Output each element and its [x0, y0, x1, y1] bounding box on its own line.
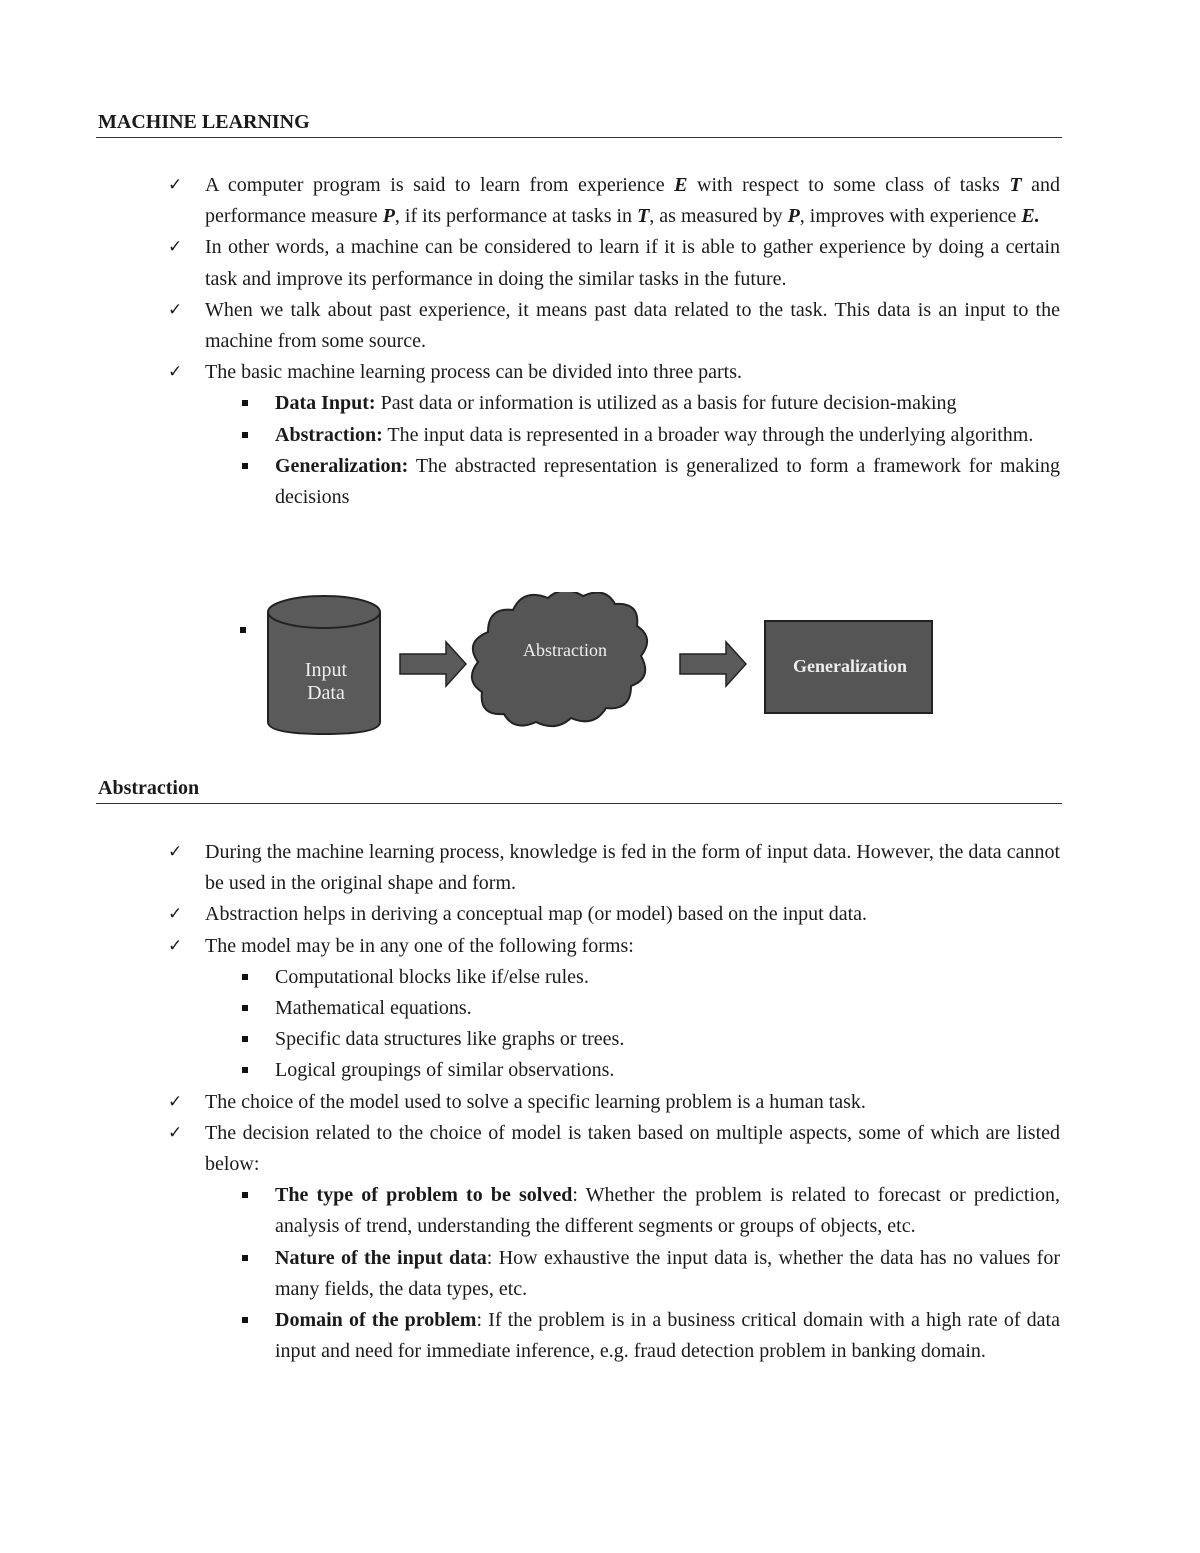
sub-bullet-item	[168, 1055, 1060, 1086]
checkmark-icon: ✓	[168, 935, 183, 956]
text-segment: Past data or information is utilized as a basis for future decision-making	[375, 392, 957, 415]
checkmark-icon: ✓	[168, 904, 183, 925]
checkmark-icon: ✓	[168, 1091, 183, 1112]
text-segment: In other words, a machine can be considered to learn if it is able to gather experience by doing a certain task and improve its performance in doing the similar tasks in the future.	[205, 236, 1060, 290]
square-bullet-icon	[242, 400, 248, 406]
text-segment: , if its performance at tasks in	[394, 205, 638, 228]
text-segment: : Whether the problem is related to forecast or prediction, analysis of trend, understanding the different segments or groups of objects, etc.	[275, 1184, 1061, 1238]
bullet-item	[168, 295, 1060, 357]
bullet-item	[168, 170, 1060, 232]
abstraction-label: Abstraction	[523, 640, 607, 660]
square-bullet-icon	[242, 432, 248, 438]
sub-bullet-item	[168, 1180, 1060, 1242]
text-segment: Nature of the input data	[275, 1246, 487, 1269]
bullet-item	[168, 899, 1060, 930]
text-segment: When we talk about past experience, it means past data related to the task. This data is an input to the machine from some source.	[205, 298, 1060, 353]
square-bullet-icon	[242, 1067, 248, 1073]
text-segment: The abstracted representation is generalized to form a framework for making decisions	[275, 454, 1060, 509]
square-bullet-icon	[242, 1192, 248, 1198]
text-segment: P	[382, 205, 395, 228]
generalization-box	[765, 621, 932, 713]
square-bullet-icon	[242, 463, 248, 469]
sub-bullet-item	[168, 962, 1060, 993]
input-label-2: Data	[307, 682, 345, 704]
checkmark-icon: ✓	[168, 1122, 183, 1143]
bullet-item	[168, 1118, 1060, 1180]
square-bullet-icon	[242, 1036, 248, 1042]
text-segment: Mathematical equations.	[275, 997, 472, 1020]
checkmark-icon: ✓	[168, 362, 183, 383]
abstraction-cloud	[472, 592, 647, 726]
checkmark-icon: ✓	[168, 842, 183, 862]
bullet-item	[168, 232, 1060, 294]
sub-bullet-item	[168, 993, 1060, 1024]
text-segment: Computational blocks like if/else rules.	[275, 965, 589, 988]
ml-process-diagram	[238, 592, 958, 742]
text-segment: Domain of the problem	[275, 1309, 477, 1332]
text-segment: E.	[1021, 205, 1040, 228]
text-segment: The type of problem to be solved	[275, 1184, 573, 1207]
sub-bullet-item	[168, 1243, 1060, 1305]
text-segment: with respect to some class of tasks	[687, 174, 1010, 196]
square-bullet-icon	[242, 1005, 248, 1011]
square-bullet-icon	[242, 1255, 248, 1261]
abstraction-list	[168, 837, 1060, 1367]
text-segment: The decision related to the choice of model is taken based on multiple aspects, some of which are listed below:	[205, 1121, 1060, 1176]
text-segment: Logical groupings of similar observations.	[275, 1059, 615, 1082]
text-segment: T	[637, 205, 650, 228]
text-segment: : How exhaustive the input data is, whether the data has no values for many fields, the data types, etc.	[275, 1246, 1061, 1300]
input-data-cylinder	[268, 596, 380, 734]
arrow-icon	[680, 642, 746, 686]
arrow-icon	[400, 642, 466, 686]
square-bullet-icon	[242, 974, 248, 980]
section-divider	[96, 803, 1062, 804]
checkmark-icon: ✓	[168, 237, 183, 258]
checkmark-icon: ✓	[168, 175, 183, 195]
ml-definition-list	[168, 170, 1060, 513]
square-bullet-icon	[242, 1317, 248, 1323]
text-segment: The model may be in any one of the following forms:	[205, 934, 634, 957]
text-segment: Abstraction:	[275, 423, 383, 446]
text-segment: Data Input:	[275, 392, 376, 415]
sub-bullet-item	[168, 1024, 1060, 1055]
page-title: MACHINE LEARNING	[98, 111, 310, 133]
text-segment: The input data is represented in a broader way through the underlying algorithm.	[382, 423, 1034, 446]
bullet-item	[168, 1087, 1060, 1118]
text-segment: A computer program is said to learn from experience	[205, 174, 675, 196]
text-segment: and performance measure	[205, 174, 1061, 228]
text-segment: P	[787, 205, 800, 228]
text-segment: T	[1009, 174, 1022, 196]
sub-bullet-item	[168, 451, 1060, 513]
bullet-item	[168, 931, 1060, 962]
title-divider	[96, 137, 1062, 138]
text-segment: E	[674, 174, 688, 196]
text-segment: The basic machine learning process can be divided into three parts.	[205, 361, 743, 384]
bullet-item	[168, 357, 1060, 388]
text-segment: Specific data structures like graphs or trees.	[275, 1028, 625, 1051]
sub-bullet-item	[168, 1305, 1060, 1367]
text-segment: : If the problem is in a business critical domain with a high rate of data input and need for immediate inference, e.g. fraud detection problem in banking domain.	[275, 1309, 1060, 1363]
input-label-1: Input	[304, 659, 348, 681]
bullet-item	[168, 837, 1060, 899]
section-heading-abstraction: Abstraction	[98, 777, 200, 799]
text-segment: , improves with experience	[799, 205, 1022, 228]
checkmark-icon: ✓	[168, 299, 183, 320]
text-segment: Abstraction helps in deriving a conceptual map (or model) based on the input data.	[205, 903, 868, 926]
sub-bullet-item	[168, 420, 1060, 451]
text-segment: , as measured by	[649, 205, 788, 228]
generalization-label: Generalization	[793, 656, 907, 676]
text-segment: The choice of the model used to solve a specific learning problem is a human task.	[205, 1090, 866, 1113]
text-segment: During the machine learning process, knowledge is fed in the form of input data. However, the data cannot be used in the original shape and form.	[205, 841, 1060, 895]
sub-bullet-item	[168, 388, 1060, 419]
text-segment: Generalization:	[275, 454, 409, 477]
